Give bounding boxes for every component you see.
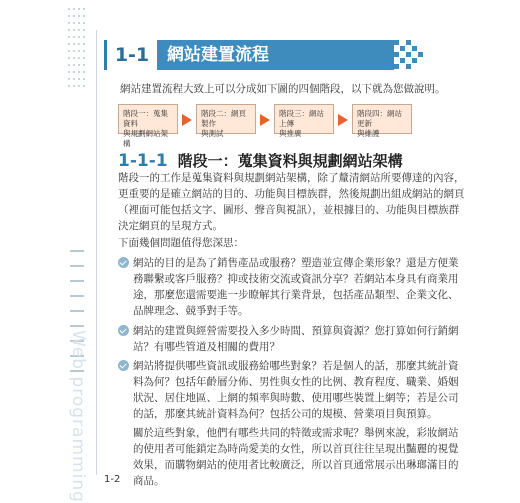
subsection-header [118, 150, 403, 171]
check-circle-icon [118, 360, 129, 371]
margin-dot [78, 43, 80, 45]
page-number: 1-2 [104, 474, 121, 485]
subsection-number: 1-1-1 [118, 150, 168, 171]
margin-dot [68, 64, 70, 66]
intro-text: 網站建置流程大致上可以分成如下圖的四個階段，以下就為您做說明。 [120, 83, 446, 95]
paragraph-line: 效果，而購物網站的使用者比較廣泛，所以首頁通常展示出琳瑯滿目的 [133, 459, 459, 471]
bullet-line: 狀況、居住地區、上網的頻率與時數、使用哪些裝置上網等；若是公司 [133, 392, 459, 404]
bullet-line: 網站的建置與經營需要投入多少時間、預算與資源？您打算如何行銷網 [133, 325, 459, 337]
margin-dot [78, 22, 80, 24]
paragraph-2 [118, 235, 398, 251]
margin-dot [78, 71, 80, 73]
flow-arrow-icon [182, 114, 192, 126]
flow-arrow-icon [260, 114, 270, 126]
process-flow [118, 104, 418, 148]
flow-step-label: 與維護 [357, 129, 380, 138]
margin-dot [83, 43, 85, 45]
margin-dot [83, 50, 85, 52]
margin-dot [83, 57, 85, 59]
margin-dot [83, 29, 85, 31]
margin-dot [68, 8, 70, 10]
margin-dot [83, 22, 85, 24]
section-header [104, 40, 394, 70]
paragraph-line: 更重要的是確立網站的目的、功能與目標族群，然後規劃出組成網站的網頁 [118, 188, 465, 200]
bullet-line: 網站的目的是為了銷售產品或服務？塑造並宣傳企業形象？還是方便業 [133, 257, 459, 269]
margin-dot [73, 85, 75, 87]
flow-step-label: 與測試 [201, 129, 224, 138]
flow-step-2 [196, 104, 256, 138]
bullet-line: 站？有哪些管道及相關的費用？ [133, 341, 280, 353]
bullet-line: 途，那麼您還需要進一步瞭解其行業背景，包括產品類型、企業文化、 [133, 289, 459, 301]
flow-step-4 [352, 104, 412, 138]
margin-dot [78, 36, 80, 38]
margin-dot [78, 50, 80, 52]
bullet-line: 的話，那麼其統計資料為何？包括公司的規模、營業項目與預算。 [133, 408, 438, 420]
bullet-line: 料為何？包括年齡層分佈、男性與女性的比例、教育程度、職業、婚姻 [133, 376, 459, 388]
margin-dot [68, 29, 70, 31]
margin-dot [73, 29, 75, 31]
margin-dot [73, 15, 75, 17]
margin-dot [68, 57, 70, 59]
margin-dot [83, 85, 85, 87]
margin-dot [68, 85, 70, 87]
margin-dot [73, 8, 75, 10]
flow-step-label: 與推廣 [279, 129, 302, 138]
bullet-line: 網站將提供哪些資訊或服務給哪些對象？若是個人的話，那麼其統計資 [133, 360, 459, 372]
margin-dot [68, 22, 70, 24]
margin-dot [73, 50, 75, 52]
paragraph-line: 階段一的工作是蒐集資料與規劃網站架構，除了釐清網站所要傳達的內容， [118, 172, 465, 184]
flow-step-label: 階段三：網站上傳 [279, 109, 324, 128]
flow-step-label: 與規劃網站架構 [123, 129, 168, 148]
paragraph-line: 的使用者可能鎖定為時尚愛美的女性，所以首頁往往呈現出豔麗的視覺 [133, 443, 459, 455]
paragraph-1 [118, 170, 465, 234]
paragraph-line: 關於這些對象，他們有哪些共同的特徵或需求呢？舉例來說，彩妝網站 [133, 427, 459, 439]
side-label: Web programming [68, 330, 88, 503]
bullet-line: 務聯繫或客戶服務？抑或技術交流或資訊分享？若網站本身具有商業用 [133, 273, 459, 285]
subsection-title: 階段一：蒐集資料與規劃網站架構 [177, 152, 403, 170]
margin-dot [73, 36, 75, 38]
paragraph-line: 決定網頁的呈現方式。 [118, 220, 223, 232]
margin-dot [83, 78, 85, 80]
margin-dot [68, 36, 70, 38]
margin-dot [73, 64, 75, 66]
margin-dot [68, 15, 70, 17]
flow-step-label: 階段一：蒐集資料 [123, 109, 168, 128]
margin-dot [68, 43, 70, 45]
pixel-decoration [394, 40, 430, 70]
margin-dot [83, 15, 85, 17]
flow-step-label: 階段四：網站更新 [357, 109, 402, 128]
flow-step-3 [274, 104, 334, 138]
margin-dot [68, 78, 70, 80]
margin-dot [78, 15, 80, 17]
margin-dot [83, 64, 85, 66]
margin-dot [68, 50, 70, 52]
margin-dot [78, 78, 80, 80]
check-circle-icon [118, 257, 129, 268]
paragraph-line: 下面幾個問題值得您深思： [118, 237, 244, 249]
margin-dot [73, 57, 75, 59]
bullet-line: 品牌理念、競爭對手等。 [133, 305, 249, 317]
margin-dot [68, 71, 70, 73]
flow-arrow-icon [338, 114, 348, 126]
margin-dot [78, 57, 80, 59]
margin-dot [73, 78, 75, 80]
margin-dot [78, 85, 80, 87]
margin-rule [96, 30, 97, 475]
flow-step-label: 階段二：網頁製作 [201, 109, 246, 128]
margin-dot [78, 8, 80, 10]
paragraph-line: （裡面可能包括文字、圖形、聲音與視訊），並根據目的、功能與目標族群 [118, 204, 460, 216]
paragraph-line: 商品。 [133, 475, 165, 487]
margin-dot [83, 8, 85, 10]
margin-dot [73, 22, 75, 24]
margin-dot [78, 29, 80, 31]
paragraph-3 [133, 425, 459, 489]
margin-dot [78, 64, 80, 66]
flow-step-1 [118, 104, 178, 148]
margin-dot-pattern [68, 0, 88, 90]
margin-dot [83, 36, 85, 38]
margin-dot [73, 71, 75, 73]
margin-dot [73, 43, 75, 45]
section-number: 1-1 [104, 40, 157, 70]
margin-dot [83, 71, 85, 73]
section-title: 網站建置流程 [157, 40, 394, 70]
check-circle-icon [118, 325, 129, 336]
